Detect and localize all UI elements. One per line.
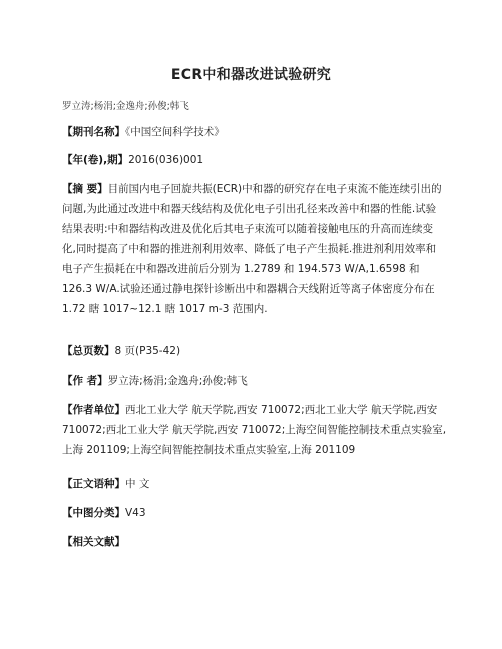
year-issue-value: 2016(036)001 — [128, 154, 204, 166]
year-issue-label: 【年(卷),期】 — [62, 154, 129, 166]
affiliation-label: 【作者单位】 — [62, 404, 125, 416]
language-field — [62, 474, 442, 494]
abstract-line-2: 问题,为此通过改进中和器天线结构及优化电子引出孔径来改善中和器的性能.试验 — [62, 203, 437, 215]
abstract-line-3: 结果表明:中和器结构改进及优化后其电子束流可以随着接触电压的升高而连续变 — [62, 223, 434, 235]
author-field — [62, 371, 442, 391]
year-issue-field — [62, 150, 442, 170]
abstract-line-7: 1.72 瞎 1017~12.1 瞎 1017 m-3 范围内. — [62, 303, 268, 315]
classification-value: V43 — [125, 507, 146, 519]
abstract-line-6: 126.3 W/A.试验还通过静电探针诊断出中和器耦合天线附近等离子体密度分布在 — [62, 283, 435, 295]
abstract-field — [62, 179, 442, 319]
language-value: 中 文 — [125, 478, 150, 490]
classification-field — [62, 503, 442, 523]
affiliation-line-1: 【作者单位】西北工业大学 航天学院,西安 710072;西北工业大学 航天学院,西安 — [62, 404, 438, 416]
authors-line: 罗立涛;杨涓;金逸舟;孙俊;韩飞 — [62, 101, 189, 112]
related-field — [62, 532, 442, 552]
author-label: 【作 者】 — [62, 375, 108, 387]
journal-field — [62, 122, 442, 142]
related-label: 【相关文献】 — [62, 536, 125, 548]
author-value: 罗立涛;杨涓;金逸舟;孙俊;韩飞 — [107, 375, 248, 387]
affiliation-field — [62, 400, 447, 460]
pages-label: 【总页数】 — [62, 345, 115, 357]
pages-value: 8 页(P35-42) — [114, 345, 181, 357]
language-label: 【正文语种】 — [62, 478, 125, 490]
document-title: ECR中和器改进试验研究 — [170, 67, 332, 83]
affiliation-line-2: 710072;西北工业大学 航天学院,西安 710072;上海空间智能控制技术重点实验室, — [62, 424, 447, 436]
abstract-line-5: 电子产生损耗在中和器改进前后分别为 1.2789 和 194.573 W/A,1.6598 和 — [62, 263, 420, 275]
journal-label: 【期刊名称】 — [62, 126, 125, 138]
affiliation-line-3: 上海 201109;上海空间智能控制技术重点实验室,上海 201109 — [62, 444, 356, 456]
abstract-line-4: 化,同时提高了中和器的推进剂利用效率、降低了电子产生损耗.推进剂利用效率和 — [62, 243, 437, 255]
pages-field — [62, 341, 442, 361]
abstract-label: 【摘 要】 — [62, 183, 108, 195]
classification-label: 【中图分类】 — [62, 507, 125, 519]
journal-value: 《中国空间科学技术》 — [125, 126, 225, 138]
abstract-line-1: 【摘 要】目前国内电子回旋共振(ECR)中和器的研究存在电子束流不能连续引出的 — [62, 183, 442, 195]
